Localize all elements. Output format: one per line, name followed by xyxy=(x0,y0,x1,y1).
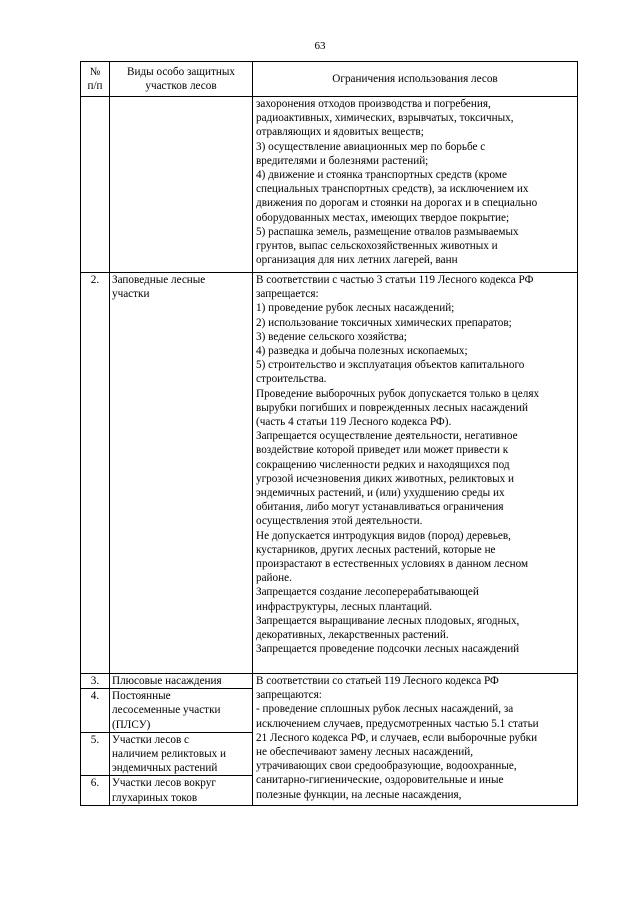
text-line: грунтов, выпас сельскохозяйственных животных и xyxy=(256,240,498,253)
table-row xyxy=(81,674,578,689)
text-line: Запрещается проведение подсочки лесных насаждений xyxy=(256,643,520,656)
text-line: лесосеменные участки xyxy=(112,704,221,717)
restrictions-table xyxy=(80,61,578,806)
cell-type xyxy=(110,776,253,805)
text-line: участки xyxy=(112,288,150,301)
text-line: запрещается: xyxy=(256,288,319,301)
text-line: (ПЛСУ) xyxy=(112,718,151,731)
text-line: оборудованных местах, имеющих твердое покрытие; xyxy=(256,211,510,224)
cell-type xyxy=(110,273,253,674)
cell-type xyxy=(110,732,253,776)
text-line: кустарников, других лесных растений, которые не xyxy=(256,543,496,556)
text-line: 4) движение и стоянка транспортных средств (кроме xyxy=(256,169,507,182)
text-line: - проведение сплошных рубок лесных насаждений, за xyxy=(256,703,514,716)
cell-num: 3. xyxy=(81,674,110,689)
text-line: Заповедные лесные xyxy=(112,274,206,286)
text-line: 21 Лесного кодекса РФ, и случаев, если выборочные рубки xyxy=(256,731,538,744)
text-line: исключением случаев, предусмотренных частью 5.1 статьи xyxy=(256,717,539,730)
text-line: 3) ведение сельского хозяйства; xyxy=(256,330,407,343)
text-line: 3) осуществление авиационных мер по борьбе с xyxy=(256,140,486,153)
text-line: осуществления этой деятельности. xyxy=(256,515,423,528)
text-line: вырубки погибших и поврежденных лесных насаждений xyxy=(256,401,528,414)
text-line: инфраструктуры, лесных плантаций. xyxy=(256,600,433,613)
text-line: обитания, либо могут устанавливаться ограничения xyxy=(256,501,504,514)
text-line: организация для них летних лагерей, ванн xyxy=(256,254,458,267)
text-line: глухариных токов xyxy=(112,791,198,804)
cell-type xyxy=(110,674,253,689)
page-number: 63 xyxy=(314,40,326,52)
cell-restrictions xyxy=(253,97,578,273)
text-line: полезные функции, на лесные насаждения, xyxy=(256,788,462,801)
text-line: Запрещается создание лесоперерабатывающей xyxy=(256,586,479,599)
text-line: В соответствии с частью 3 статьи 119 Лесного кодекса РФ xyxy=(256,274,534,286)
text-line: угрозой исчезновения диких животных, реликтовых и xyxy=(256,472,515,485)
table-row xyxy=(81,97,578,273)
text-line: 5) распашка земель, размещение отвалов размываемых xyxy=(256,225,519,238)
text-line: радиоактивных, химических, взрывчатых, токсичных, xyxy=(256,112,514,125)
cell-num: 5. xyxy=(81,732,110,776)
text-line: специальных транспортных средств), за исключением их xyxy=(256,183,529,196)
cell-num: 4. xyxy=(81,689,110,733)
text-line: вредителями и болезнями растений; xyxy=(256,154,429,167)
cell-restrictions-merged xyxy=(253,674,578,806)
text-line: Запрещается выращивание лесных плодовых, ягодных, xyxy=(256,614,520,627)
text-line: (часть 4 статьи 119 Лесного кодекса РФ). xyxy=(256,416,452,429)
text-line: произрастают в естественных условиях в данном лесном xyxy=(256,558,529,571)
cell-type xyxy=(110,689,253,733)
table-header-row xyxy=(81,62,578,97)
table-row xyxy=(81,273,578,674)
text-line: захоронения отходов производства и погребения, xyxy=(256,98,491,110)
text-line: запрещаются: xyxy=(256,689,322,702)
text-line: В соответствии со статьей 119 Лесного кодекса РФ xyxy=(256,675,499,687)
header-type: Виды особо защитных участков лесов xyxy=(110,62,253,97)
text-line: 5) строительство и эксплуатация объектов капитального xyxy=(256,359,525,372)
cell-type xyxy=(110,97,253,273)
text-line: утрачивающих свои средообразующие, водоохранные, xyxy=(256,760,517,773)
text-line: Плюсовые насаждения xyxy=(112,675,222,687)
text-line: 1) проведение рубок лесных насаждений; xyxy=(256,302,455,315)
text-line: Участки лесов с xyxy=(112,733,190,746)
text-line: 2) использование токсичных химических препаратов; xyxy=(256,316,512,329)
text-line: декоративных, лекарственных растений. xyxy=(256,629,449,642)
text-line: эндемичных растений, и (или) ухудшению среды их xyxy=(256,487,505,500)
text-line: санитарно-гигиенические, оздоровительные и иные xyxy=(256,774,504,787)
cell-restrictions xyxy=(253,273,578,674)
text-line: не обеспечивают замену лесных насаждений, xyxy=(256,746,474,759)
text-line: эндемичных растений xyxy=(112,762,218,775)
text-line: Постоянные xyxy=(112,690,171,703)
cell-num xyxy=(81,97,110,273)
text-line: Проведение выборочных рубок допускается только в целях xyxy=(256,387,540,400)
text-line: Не допускается интродукция видов (пород) деревьев, xyxy=(256,529,511,542)
text-line: строительства. xyxy=(256,373,327,386)
text-line: Запрещается осуществление деятельности, негативное xyxy=(256,430,518,443)
cell-num: 6. xyxy=(81,776,110,805)
header-restrictions: Ограничения использования лесов xyxy=(253,62,578,97)
text-line: наличием реликтовых и xyxy=(112,748,227,761)
text-line: сокращению численности редких и находящихся под xyxy=(256,458,510,471)
text-line: районе. xyxy=(256,572,292,585)
text-line: воздействие которой приведет или может привести к xyxy=(256,444,509,457)
text-line: Участки лесов вокруг xyxy=(112,777,216,790)
cell-num: 2. xyxy=(81,273,110,674)
text-line: отравляющих и ядовитых веществ; xyxy=(256,126,424,139)
header-num: № п/п xyxy=(81,62,110,97)
text-line: движения по дорогам и стоянки на дорогах и в специально xyxy=(256,197,538,210)
text-line: 4) разведка и добыча полезных ископаемых; xyxy=(256,345,468,358)
